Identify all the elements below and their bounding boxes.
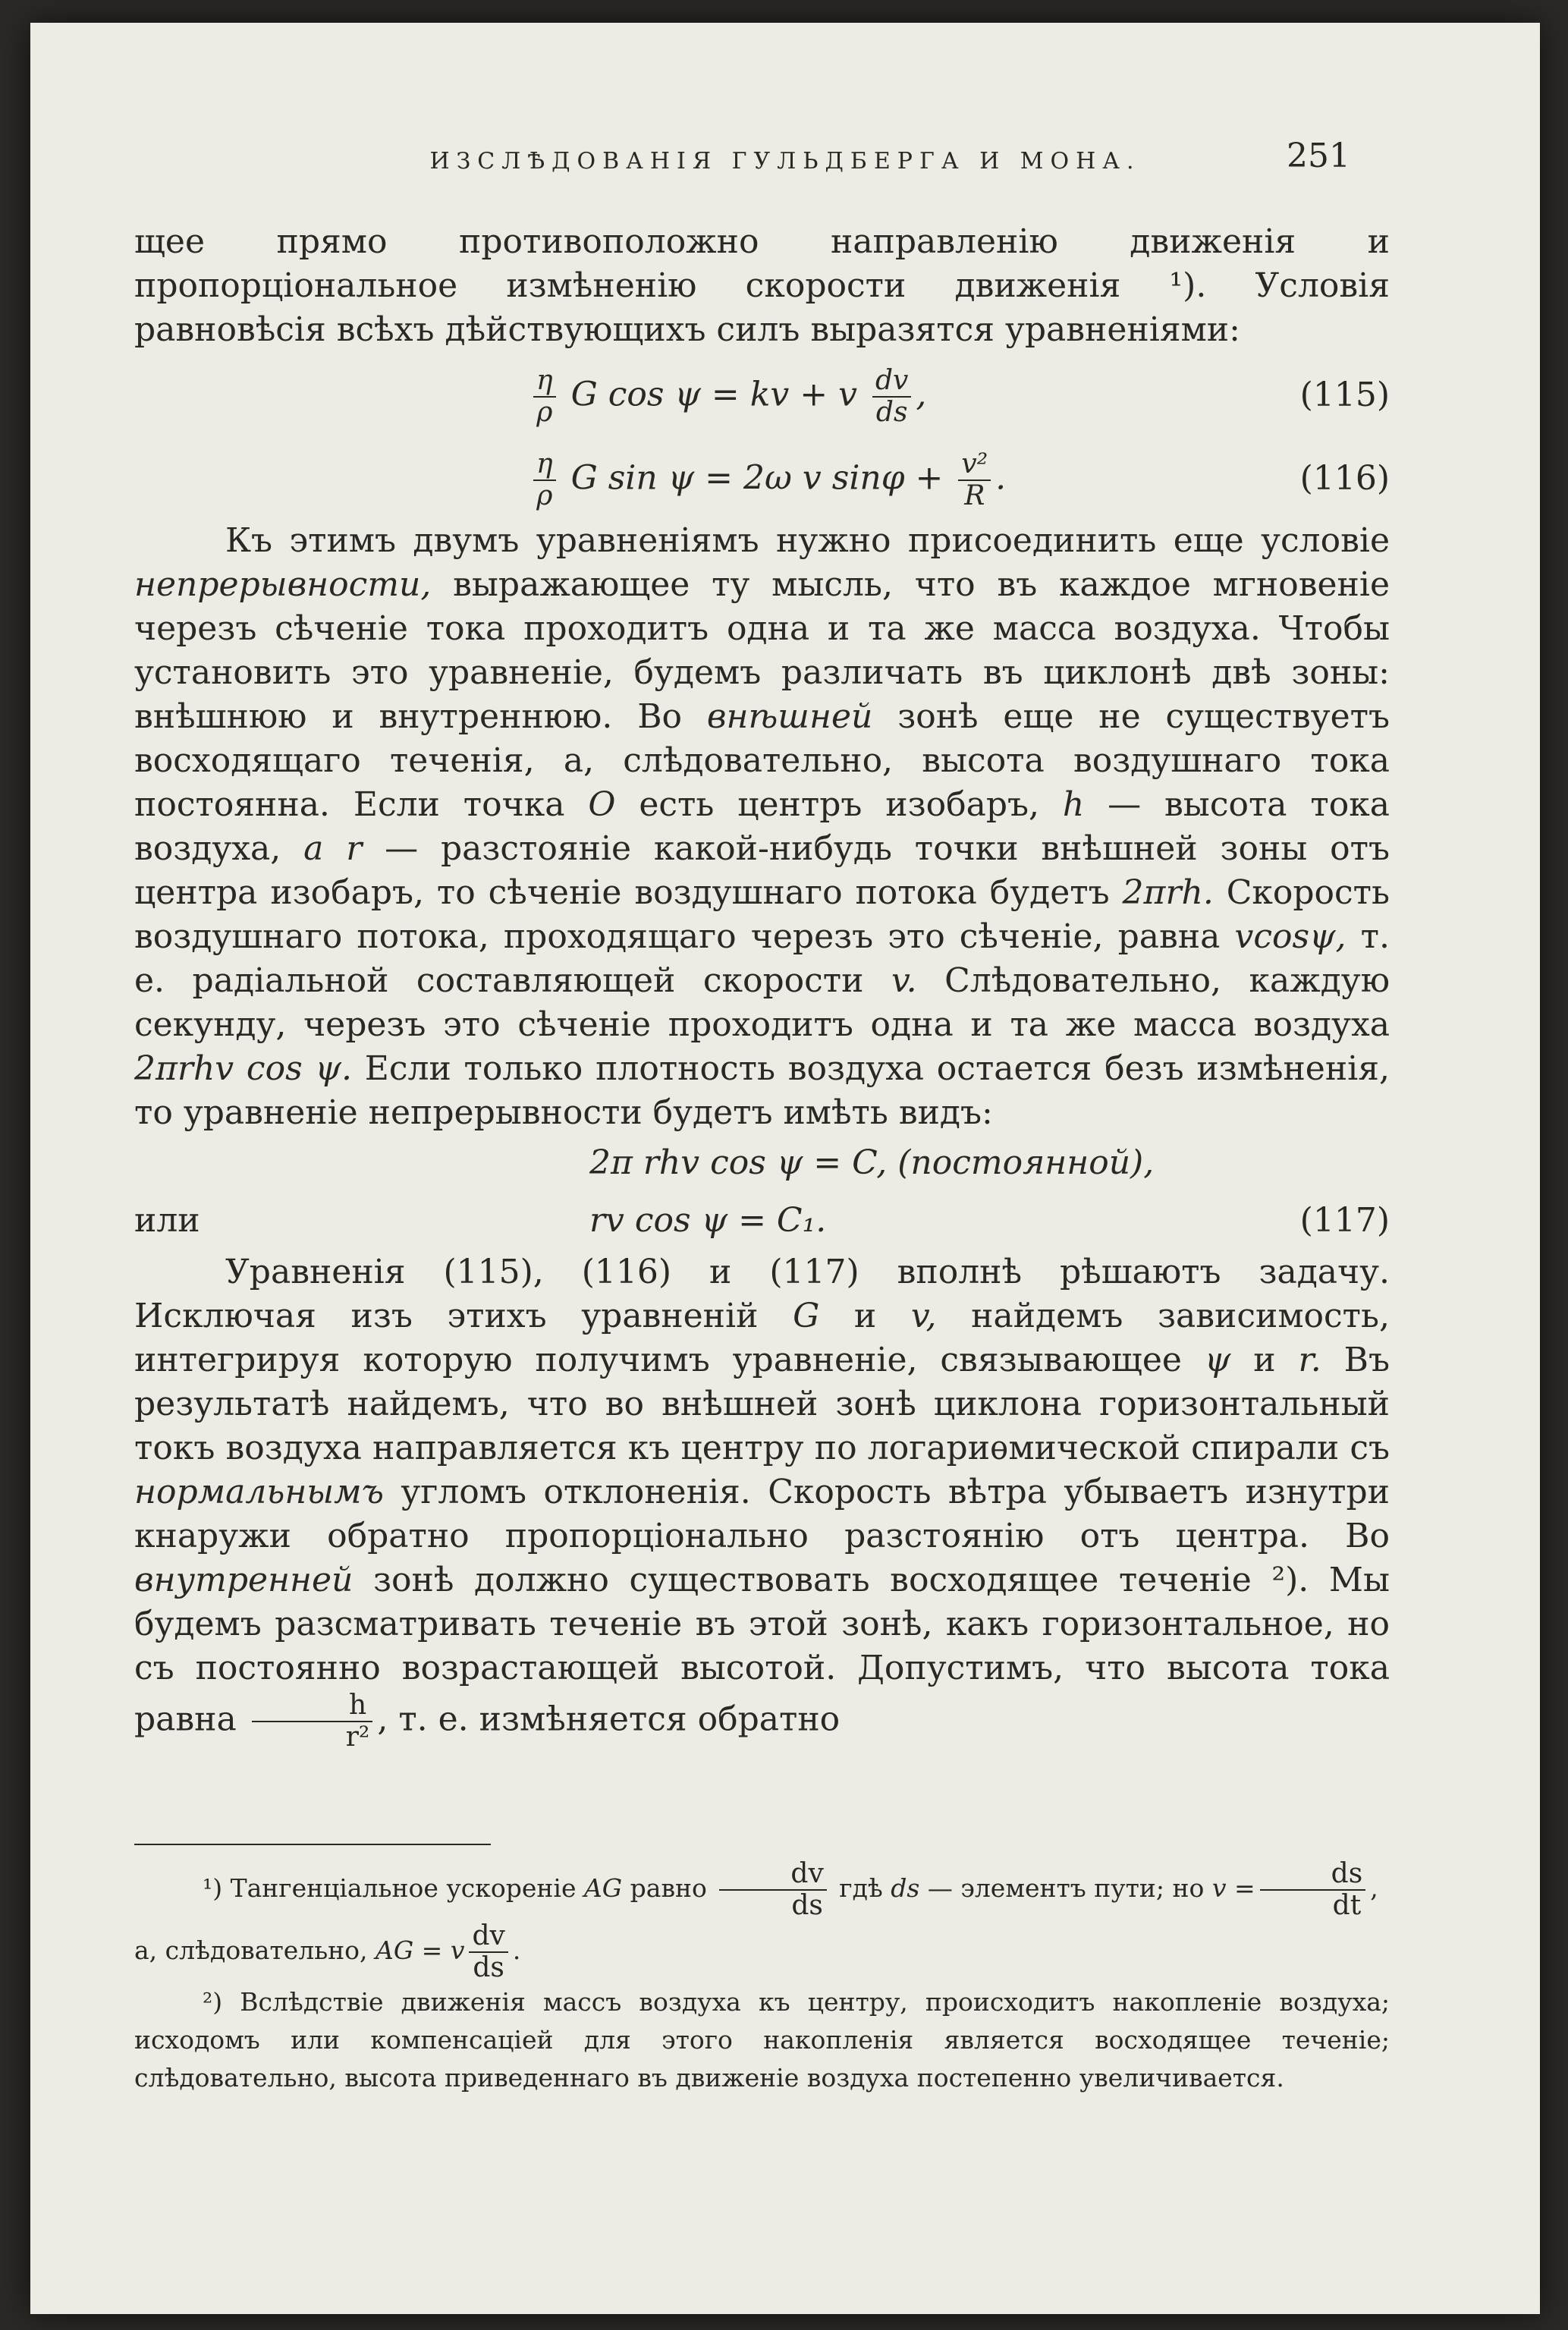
equation-116-math: $\frac{\eta}{\rho}$ G sin ψ = 2ω v sinφ + $\frac{\text{v²}}{R}$ . bbox=[529, 449, 1006, 511]
footnote-rule bbox=[134, 1844, 491, 1845]
footnote-1: ¹) Тангенціальное ускореніе AG равно $\frac{dv}{ds}$ гдѣ ds — элементъ пути; но v = $\frac{ds}{dt}$ , bbox=[203, 1858, 1378, 1921]
equation-116-number: (116) bbox=[1299, 459, 1390, 498]
page-number: 251 bbox=[1287, 137, 1350, 175]
fraction-h-r2: $\frac{h}{\text{r²}}$ bbox=[252, 1690, 373, 1753]
main-text bbox=[134, 220, 1390, 1753]
equation-115-math: $\frac{\eta}{\rho}$ G cos ψ = kv + v $\frac{dv}{ds}$ , bbox=[529, 366, 926, 428]
equation-116 bbox=[134, 435, 1390, 519]
equation-117-lead: или bbox=[134, 1201, 200, 1240]
equation-117 bbox=[134, 1193, 1390, 1250]
equation-117-number: (117) bbox=[1299, 1201, 1390, 1240]
equation-constant: 2π rhv cos ψ = C, (постоянной), bbox=[589, 1143, 1155, 1182]
footnote-1-continued: а, слѣдовательно, AG = v $\frac{dv}{ds}$ . bbox=[134, 1920, 521, 1983]
footnote-2: ²) Вслѣдствіе движенія массъ воздуха къ центру, происходитъ накопленіе воздуха; исходомъ или компенсаціей для этого накопленія является восходящее теченіе; слѣдовательно, высота приведеннаго въ движеніе воздуха постепенно увеличивается. bbox=[134, 1987, 1390, 2093]
fraction-dv-ds: $\frac{dv}{ds}$ bbox=[872, 366, 911, 428]
running-title: ИЗСЛѢДОВАНІЯ ГУЛЬДБЕРГА И МОНА. bbox=[429, 148, 1141, 175]
fraction-v2-r: $\frac{\text{v²}}{R}$ bbox=[958, 449, 991, 511]
equation-115 bbox=[134, 352, 1390, 435]
fraction-eta-rho: $\frac{\eta}{\rho}$ bbox=[533, 449, 556, 511]
footnotes bbox=[134, 1859, 1390, 2097]
fraction-eta-rho: $\frac{\eta}{\rho}$ bbox=[533, 366, 556, 428]
paragraph-2: Къ этимъ двумъ уравненіямъ нужно присоединить еще условіе непрерывности, выражающее ту мысль, что въ каждое мгновеніе черезъ сѣченіе тока проходитъ одна и та же масса воздуха. Чтобы установить это уравненіе, будемъ различать въ циклонѣ двѣ зоны: внѣшнюю и внутреннюю. Во внѣшней зонѣ еще не существуетъ восходящаго теченія, а, слѣдовательно, высота воздушнаго тока постоянна. Если точка O есть центръ изобаръ, h — высота тока воздуха, а r — разстояніе какой-нибудь точки внѣшней зоны отъ центра изобаръ, то сѣченіе воздушнаго потока будетъ 2πrh. Скорость воздушнаго потока, проходящаго черезъ это сѣченіе, равна vcosψ, т. е. радіальной составляющей скорости v. Слѣдовательно, каждую секунду, черезъ это сѣченіе проходитъ одна и та же масса воздуха 2πrhv cos ψ. Если только плотность воздуха остается безъ измѣненія, то уравненіе непрерывности будетъ имѣть видъ: bbox=[134, 521, 1390, 1132]
book-page bbox=[30, 23, 1540, 2314]
equation-115-number: (115) bbox=[1299, 376, 1390, 414]
paragraph-3: Уравненія (115), (116) и (117) вполнѣ рѣшаютъ задачу. Исключая изъ этихъ уравненій G и v, найдемъ зависимость, интегрируя которую получимъ уравненіе, связывающее ψ и r. Въ результатѣ найдемъ, что во внѣшней зонѣ циклона горизонтальный токъ воздуха направляется къ центру по логариѳмической спирали съ нормальнымъ угломъ отклоненія. Скорость вѣтра убываетъ изнутри кнаружи обратно пропорціонально разстоянію отъ центра. Во внутренней зонѣ должно существовать восходящее теченіе ²). Мы будемъ разсматривать теченіе въ этой зонѣ, какъ горизонтальное, но съ постоянно возрастающей высотой. Допустимъ, что высота тока равна $\frac{h}{\text{r²}}$ , т. е. измѣняется обратно bbox=[134, 1253, 1390, 1753]
paragraph-1: щее прямо противоположно направленію движенія и пропорціональное измѣненію скорости движенія ¹). Условія равновѣсія всѣхъ дѣйствующихъ силъ выразятся уравненіями: bbox=[134, 222, 1390, 349]
equation-117-math: rv cos ψ = C₁. bbox=[589, 1201, 827, 1240]
